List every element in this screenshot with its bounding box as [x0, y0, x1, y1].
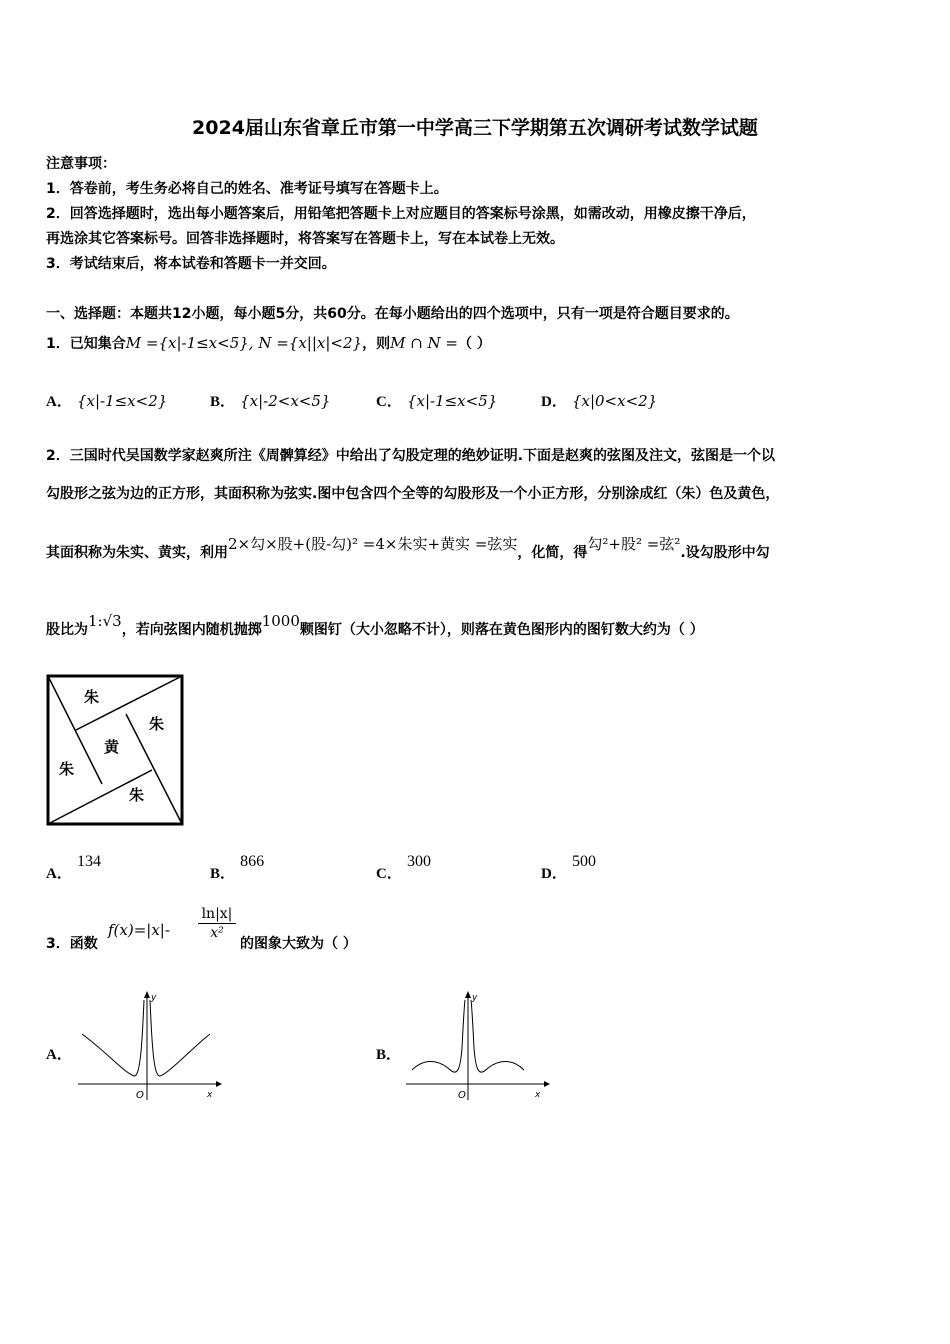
- q2-text: 股比为: [46, 622, 88, 638]
- q2-option-d[interactable]: [541, 850, 596, 882]
- axis-label-y: y: [151, 993, 157, 1003]
- curve-right: [150, 1000, 210, 1076]
- q3-graph-b[interactable]: [402, 988, 552, 1103]
- q1-option-d[interactable]: [541, 390, 657, 411]
- option-value: {x|-1≤x<5}: [406, 392, 498, 410]
- q2-line-2: 勾股形之弦为边的正方形，其面积称为弦实.图中包含四个全等的勾股形及一个小正方形，分别涂成红（朱）色及黄色，: [46, 486, 780, 502]
- question-1: [46, 333, 491, 353]
- axis-label-x: x: [535, 1090, 541, 1100]
- q1-prefix: 1．已知集合: [46, 336, 126, 352]
- label-huang: 黄: [104, 738, 120, 756]
- q2-text: .设勾股形中勾: [680, 545, 770, 561]
- option-value: {x|-2<x<5}: [240, 392, 331, 410]
- q3-formula-lhs: f(x)=|x|-: [108, 921, 170, 939]
- section-heading: 一、选择题：本题共12小题，每小题5分，共60分。在每小题给出的四个选项中，只有一项是符合题目要求的。: [46, 306, 739, 322]
- option-label: D．: [541, 866, 567, 882]
- q2-formula-b: 勾²+股² =弦²: [587, 535, 681, 553]
- page-title: 2024届山东省章丘市第一中学高三下学期第五次调研考试数学试题: [192, 117, 758, 139]
- q3-option-a-label[interactable]: A．: [46, 1047, 72, 1063]
- q1-suffix-b: （ ）: [458, 336, 491, 352]
- q3-denominator: x²: [210, 925, 224, 941]
- label-zhu: 朱: [129, 786, 145, 804]
- q2-option-c[interactable]: [376, 850, 431, 882]
- curve-left: [412, 1000, 465, 1072]
- q2-text: ，若向弦图内随机抛掷: [121, 622, 262, 638]
- q1-option-a[interactable]: [46, 390, 167, 411]
- axis-label-y: y: [472, 993, 478, 1003]
- q3-numerator: ln|x|: [201, 906, 233, 922]
- label-zhu: 朱: [59, 760, 75, 778]
- label-zhu: 朱: [84, 688, 100, 706]
- q2-option-b[interactable]: [210, 850, 265, 882]
- q3-suffix: 的图象大致为（ ）: [240, 936, 357, 952]
- q2-line-4: [46, 612, 704, 639]
- curve-left: [82, 1000, 144, 1076]
- notice-item: 3．考试结束后，将本试卷和答题卡一并交回。: [46, 256, 336, 272]
- q3-fraction: [196, 906, 238, 941]
- option-value: {x|-1≤x<2}: [76, 392, 168, 410]
- notice-item: 再选涂其它答案标号。回答非选择题时，将答案写在答题卡上，写在本试卷上无效。: [46, 231, 564, 247]
- q2-formula-a: 2×勾×股+(股-勾)² =4×朱实+黄实 =弦实: [228, 535, 518, 553]
- origin-label: O: [458, 1090, 466, 1101]
- option-label: C．: [376, 866, 402, 882]
- option-value: 134: [76, 853, 101, 870]
- q2-count: 1000: [261, 612, 300, 630]
- q1-suffix-a: ，则: [362, 336, 391, 352]
- option-label: C．: [376, 394, 402, 410]
- q1-formula2: M ∩ N =: [390, 334, 459, 352]
- fraction-bar: [198, 923, 236, 924]
- origin-label: O: [136, 1090, 144, 1101]
- question-3-prefix: 3．函数: [46, 936, 98, 952]
- option-label: D．: [541, 394, 567, 410]
- q2-text: 其面积称为朱实、黄实，利用: [46, 545, 228, 561]
- q2-line-3: [46, 535, 770, 562]
- option-value: 300: [406, 853, 431, 870]
- option-label: A．: [46, 394, 72, 410]
- curve-right: [471, 1000, 524, 1072]
- q1-formula: M ={x|-1≤x<5}, N ={x||x|<2}: [125, 334, 363, 352]
- notice-item: 1．答卷前，考生务必将自己的姓名、准考证号填写在答题卡上。: [46, 181, 448, 197]
- option-value: {x|0<x<2}: [571, 392, 658, 410]
- option-value: 500: [571, 853, 596, 870]
- q2-option-a[interactable]: [46, 850, 101, 882]
- q1-option-b[interactable]: [210, 390, 330, 411]
- q3-formula: [108, 920, 170, 939]
- notice-item: 2．回答选择题时，选出每小题答案后，用铅笔把答题卡上对应题目的答案标号涂黑，如需改动，用橡皮擦干净后，: [46, 206, 756, 222]
- q1-option-c[interactable]: [376, 390, 497, 411]
- axis-label-x: x: [207, 1090, 213, 1100]
- q2-ratio: 1:√3: [88, 612, 122, 630]
- notice-header: 注意事项：: [46, 156, 116, 172]
- q2-text: 颗图钉（大小忽略不计），则落在黄色图形内的图钉数大约为（ ）: [299, 622, 704, 638]
- label-zhu: 朱: [149, 715, 165, 733]
- option-value: 866: [240, 853, 265, 870]
- option-label: B．: [210, 394, 236, 410]
- q2-line-1: 2．三国时代吴国数学家赵爽所注《周髀算经》中给出了勾股定理的绝妙证明.下面是赵爽的弦图及注文，弦图是一个以: [46, 448, 776, 464]
- q3-option-b-label[interactable]: B．: [376, 1047, 402, 1063]
- option-label: A．: [46, 866, 72, 882]
- chord-diagram: [46, 674, 186, 828]
- q2-text: ，化简，得: [517, 545, 588, 561]
- option-label: B．: [210, 866, 236, 882]
- q3-graph-a[interactable]: [74, 988, 224, 1103]
